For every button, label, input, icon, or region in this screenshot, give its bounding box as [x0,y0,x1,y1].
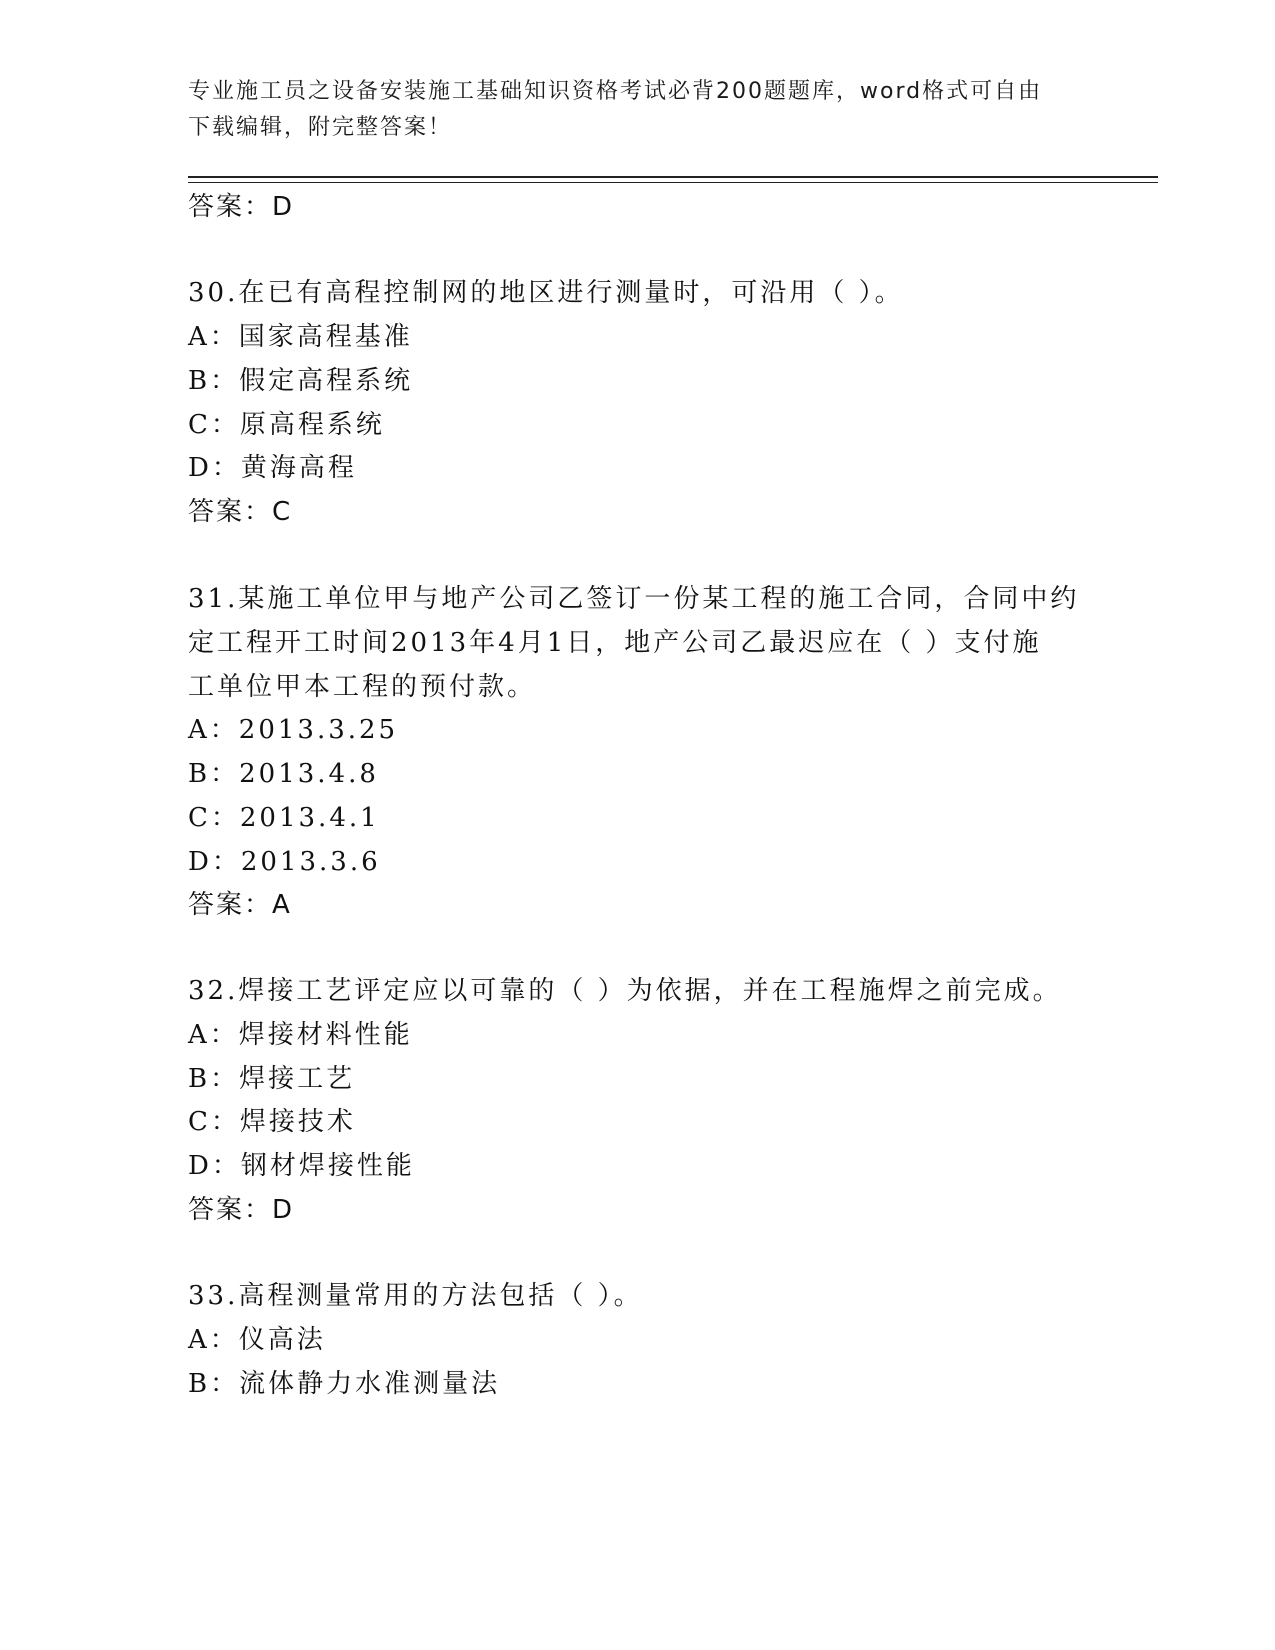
q31-option-d: D：2013.3.6 [188,847,381,877]
q31-option-c: C：2013.4.1 [188,803,380,833]
header-line-1: 专业施工员之设备安装施工基础知识资格考试必背200题题库，word格式可自由 [188,79,1043,104]
question-31-line-2: 定工程开工时间2013年4月1日，地产公司乙最迟应在（ ）支付施 [188,628,1042,658]
q33-option-a: A：仪高法 [188,1325,326,1355]
q32-option-d: D：钢材焊接性能 [188,1151,415,1181]
header-divider-thick [188,176,1158,178]
header-line-2: 下载编辑，附完整答案！ [188,115,453,140]
answer-previous: 答案：D [188,192,295,222]
q30-option-d: D：黄海高程 [188,453,357,483]
q32-option-c: C：焊接技术 [188,1107,356,1137]
header-divider-thin [188,182,1158,183]
question-32: 32.焊接工艺评定应以可靠的（ ）为依据，并在工程施焊之前完成。 [188,976,1062,1006]
q33-option-b: B：流体静力水准测量法 [188,1369,501,1399]
document-header [188,74,1088,146]
question-31-line-1: 31.某施工单位甲与地产公司乙签订一份某工程的施工合同，合同中约 [188,584,1080,614]
q30-option-c: C：原高程系统 [188,410,385,440]
q31-option-b: B：2013.4.8 [188,759,379,789]
q30-option-a: A：国家高程基准 [188,322,413,352]
q31-option-a: A：2013.3.25 [188,715,399,745]
q32-option-a: A：焊接材料性能 [188,1020,413,1050]
question-31-line-3: 工单位甲本工程的预付款。 [188,672,537,702]
q32-answer: 答案：D [188,1195,295,1225]
q30-option-b: B：假定高程系统 [188,366,414,396]
q31-answer: 答案：A [188,890,292,920]
q30-answer: 答案：C [188,497,293,527]
q32-option-b: B：焊接工艺 [188,1064,356,1094]
question-30: 30.在已有高程控制网的地区进行测量时，可沿用（ ）。 [188,278,904,308]
question-33: 33.高程测量常用的方法包括（ ）。 [188,1281,643,1311]
